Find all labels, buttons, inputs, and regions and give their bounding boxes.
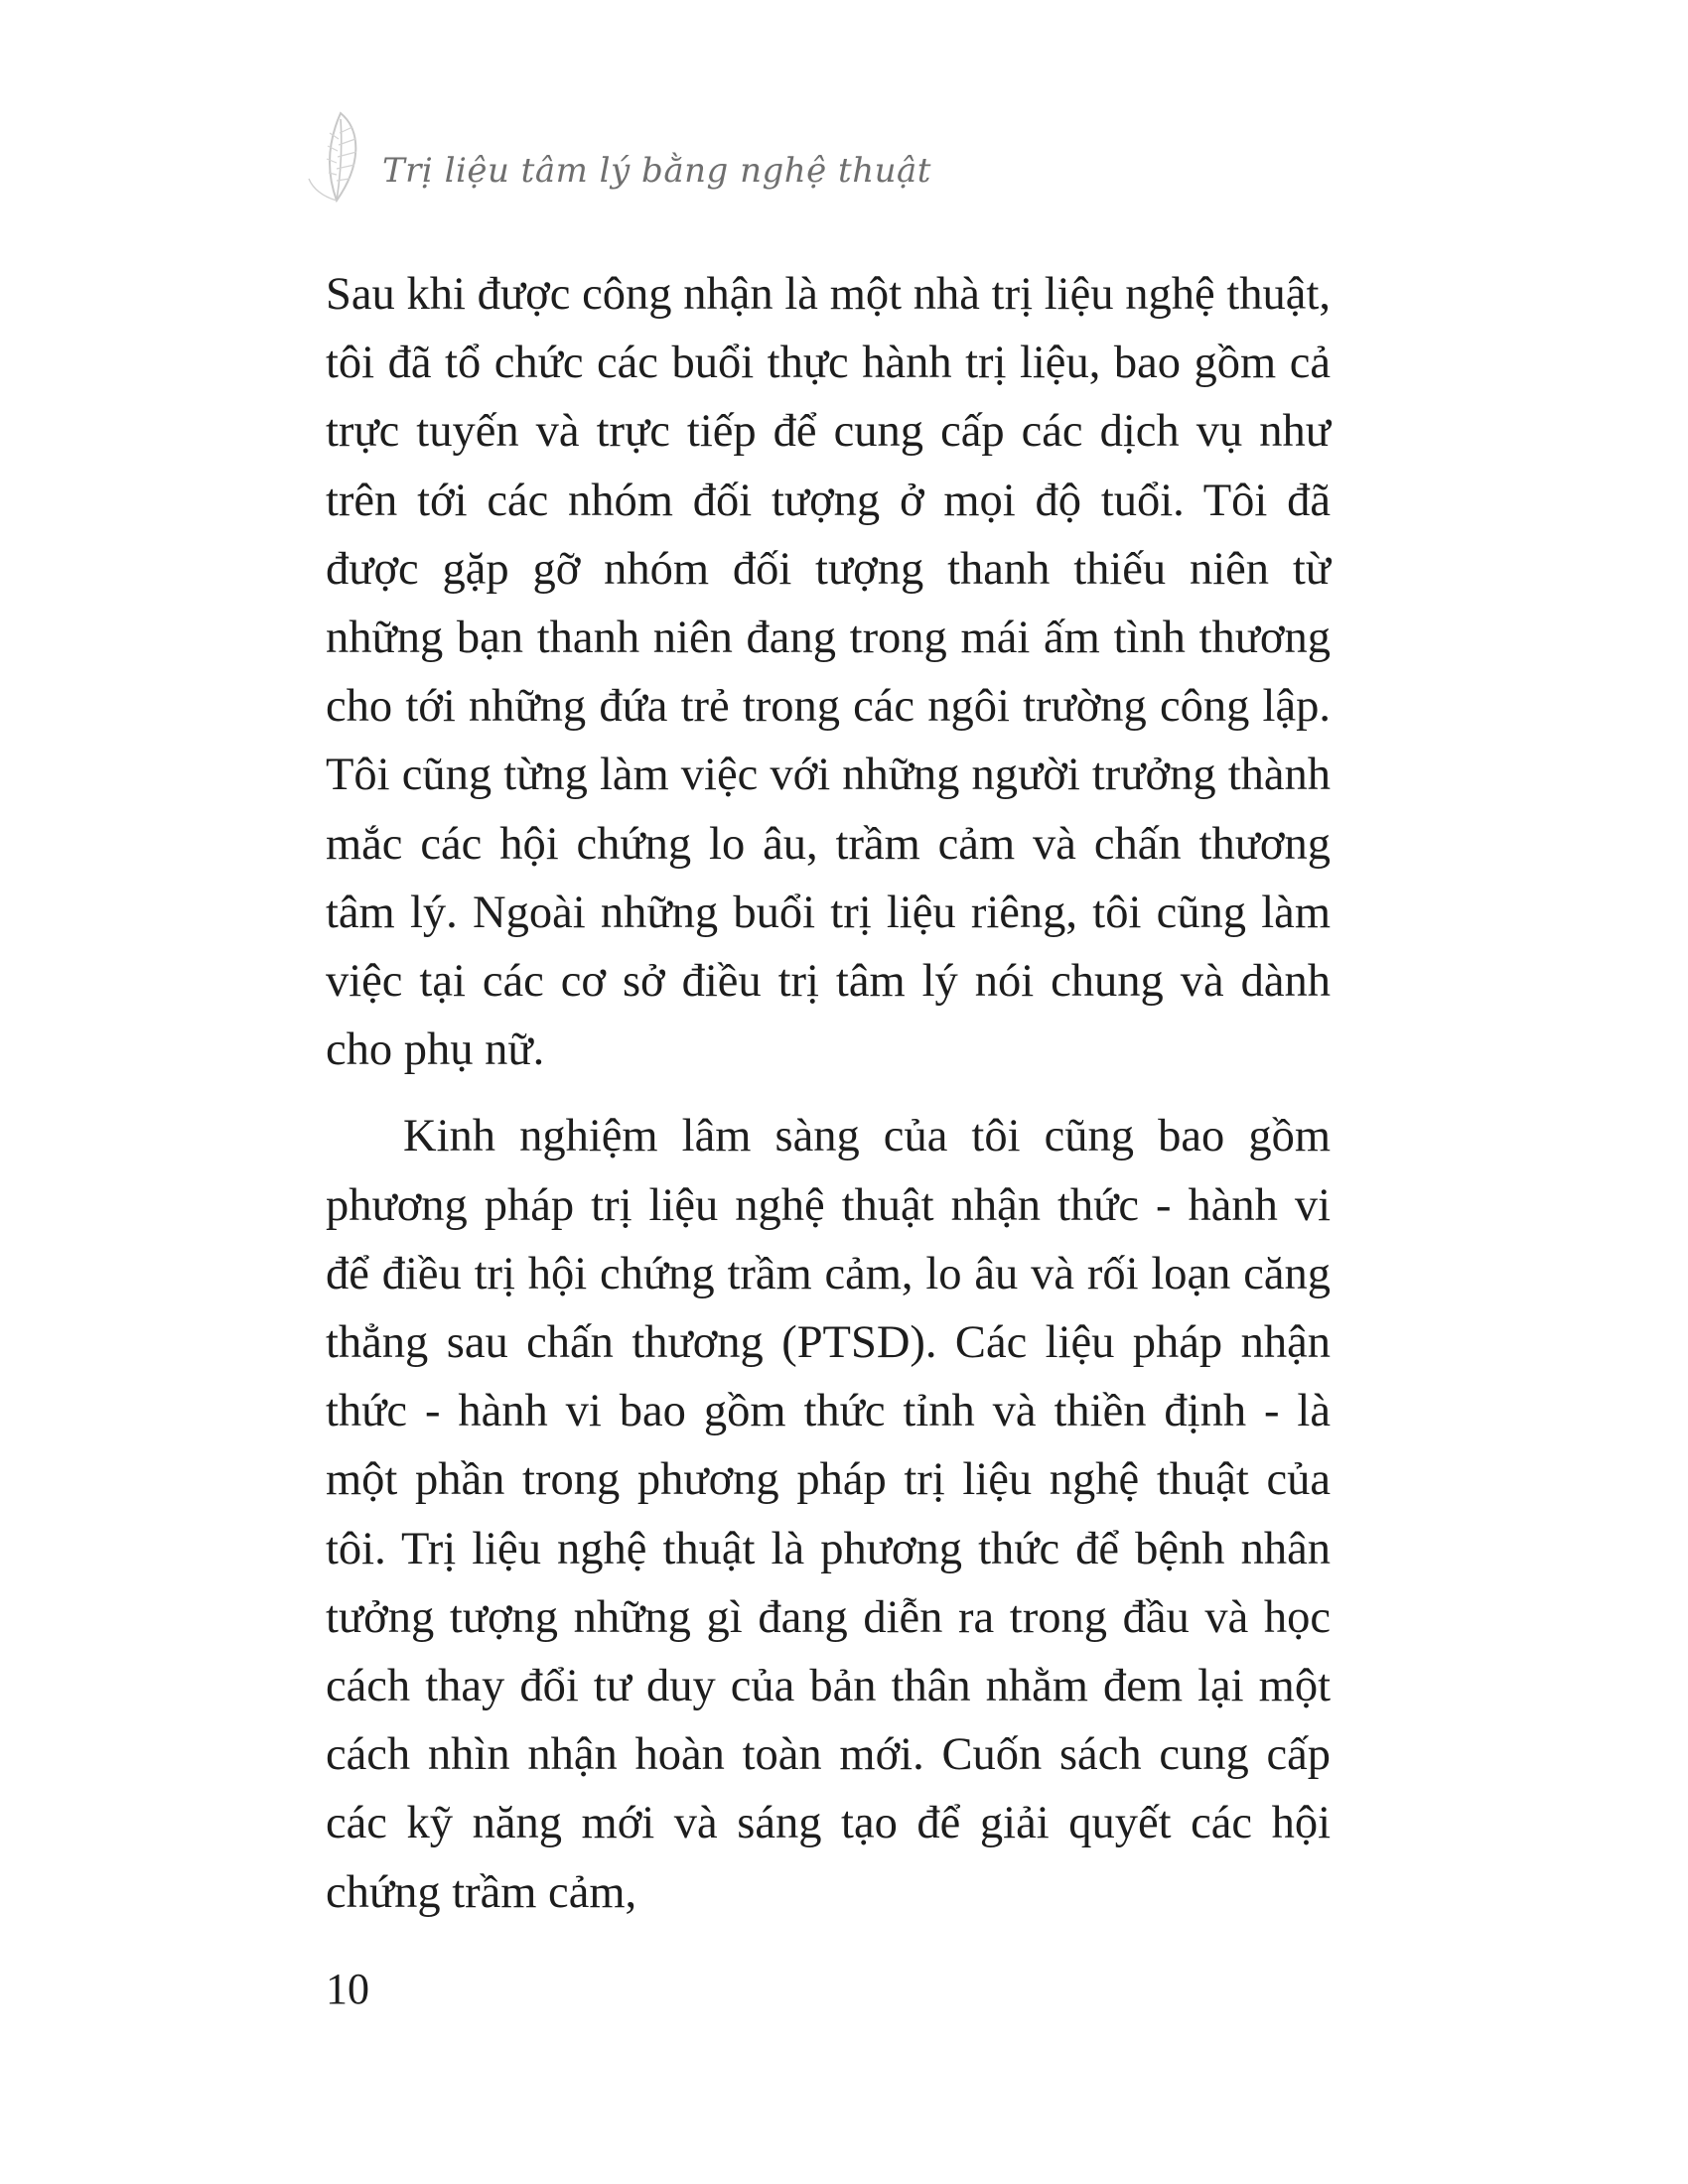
paragraph-1: Sau khi được công nhận là một nhà trị liệu nghệ thuật, tôi đã tổ chức các buổi thực hành trị liệu, bao gồm cả trực tuyến và trực tiếp để cung cấp các dịch vụ như trên tới các nhóm đối tượng ở mọi độ tuổi. Tôi đã được gặp gỡ nhóm đối tượng thanh thiếu niên từ những bạn thanh niên đang trong mái ấm tình thương cho tới những đứa trẻ trong các ngôi trường công lập. Tôi cũng từng làm việc với những người trưởng thành mắc các hội chứng lo âu, trầm cảm và chấn thương tâm lý. Ngoài những buổi trị liệu riêng, tôi cũng làm việc tại các cơ sở điều trị tâm lý nói chung và dành cho phụ nữ. xyxy=(326,269,1331,1076)
running-head-title: Trị liệu tâm lý bằng nghệ thuật xyxy=(382,151,931,191)
running-head xyxy=(303,109,1196,208)
paragraph-2: Kinh nghiệm lâm sàng của tôi cũng bao gồm phương pháp trị liệu nghệ thuật nhận thức - hành vi để điều trị hội chứng trầm cảm, lo âu và rối loạn căng thẳng sau chấn thương (PTSD). Các liệu pháp nhận thức - hành vi bao gồm thức tỉnh và thiền định - là một phần trong phương pháp trị liệu nghệ thuật của tôi. Trị liệu nghệ thuật là phương thức để bệnh nhân tưởng tượng những gì đang diễn ra trong đầu và học cách thay đổi tư duy của bản thân nhằm đem lại một cách nhìn nhận hoàn toàn mới. Cuốn sách cung cấp các kỹ năng mới và sáng tạo để giải quyết các hội chứng trầm cảm, xyxy=(326,1111,1331,1918)
body-text xyxy=(326,260,1331,1927)
feather-icon xyxy=(303,109,372,208)
page-number: 10 xyxy=(326,1965,369,2013)
